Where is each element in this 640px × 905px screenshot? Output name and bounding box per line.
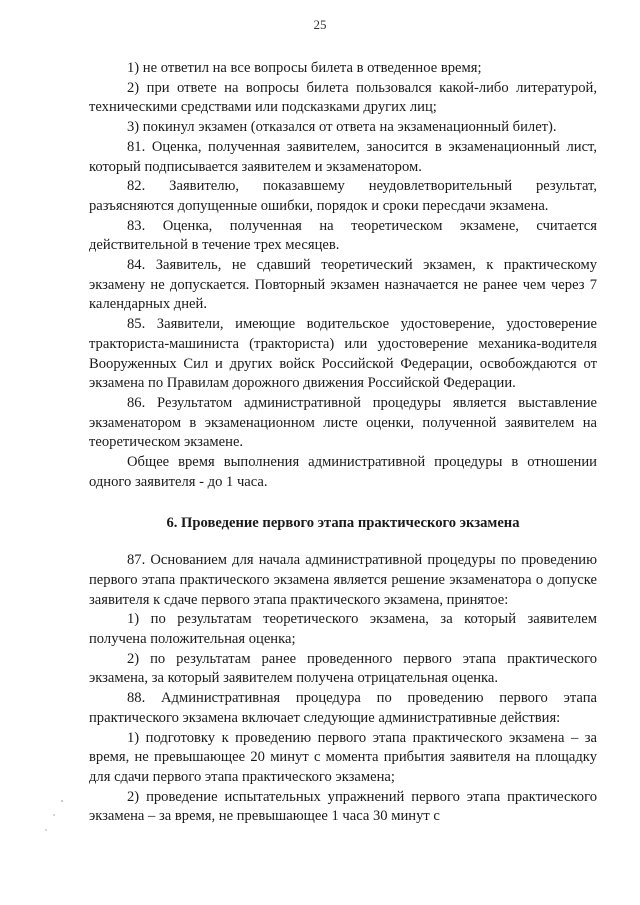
paragraph: 1) подготовку к проведению первого этапа практического экзамена – за время, не превышающее 20 минут с момента прибытия заявителя на площадку для сдачи первого этапа практического экзамена;: [89, 729, 597, 785]
page-number: 25: [313, 17, 327, 32]
document-body: [89, 59, 597, 827]
paragraph: 88. Административная процедура по проведению первого этапа практического экзамена включает следующие административные действия:: [89, 690, 597, 726]
paragraph: 1) по результатам теоретического экзамена, за который заявителем получена положительная оценка;: [89, 611, 597, 647]
paragraph: 2) при ответе на вопросы билета пользовался какой-либо литературой, техническими средствами или подсказками других лиц;: [89, 79, 597, 116]
paragraph: 2) проведение испытательных упражнений первого этапа практического экзамена – за время, не превышающее 1 часа 30 минут с: [89, 788, 597, 825]
section-heading: 6. Проведение первого этапа практического экзамена: [166, 515, 520, 532]
paragraph: 86. Результатом административной процедуры является выставление экзаменатором в экзаменационном листе оценки, полученной заявителем на теоретическом экзамене.: [89, 394, 597, 451]
paragraph: 3) покинул экзамен (отказался от ответа на экзаменационный билет).: [127, 119, 557, 136]
paragraph: 85. Заявители, имеющие водительское удостоверение, удостоверение тракториста-машиниста (тракториста) или удостоверение механика-водителя Вооруженных Сил и других войск Российской Федерации, освобождаются от экзамена по Правилам дорожного движения Российской Федерации.: [89, 316, 597, 392]
paragraph: 81. Оценка, полученная заявителем, заносится в экзаменационный лист, который подписывается заявителем и экзаменатором.: [89, 138, 597, 175]
paragraph: 83. Оценка, полученная на теоретическом экзамене, считается действительной в течение трех месяцев.: [89, 217, 597, 254]
paragraph: 82. Заявителю, показавшему неудовлетворительный результат, разъясняются допущенные ошибки, порядок и сроки пересдачи экзамена.: [89, 178, 597, 214]
paragraph: 1) не ответил на все вопросы билета в отведенное время;: [127, 60, 482, 76]
paragraph: 87. Основанием для начала административной процедуры по проведению первого этапа практического экзамена является решение экзаменатора о допуске заявителя к сдаче первого этапа практического экзамена, принятое:: [89, 552, 597, 608]
paragraph: Общее время выполнения административной процедуры в отношении одного заявителя - до 1 часа.: [89, 454, 597, 490]
paragraph: 84. Заявитель, не сдавший теоретический экзамен, к практическому экзамену не допускается. Повторный экзамен назначается не ранее чем через 7 календарных дней.: [89, 257, 597, 313]
paragraph: 2) по результатам ранее проведенного первого этапа практического экзамена, за который заявителем получена отрицательная оценка.: [89, 650, 597, 687]
scan-specks: [40, 797, 70, 837]
